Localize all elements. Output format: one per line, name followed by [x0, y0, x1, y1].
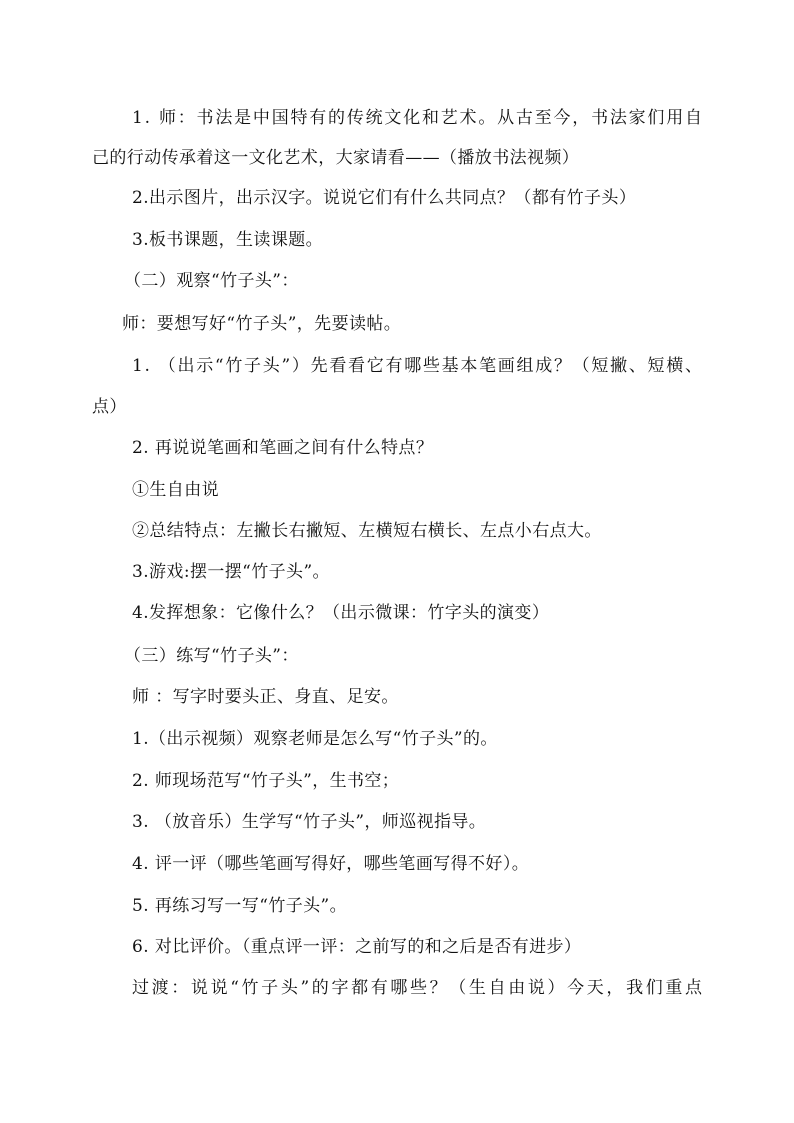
text-line-22-content: 过渡：说说“竹子头”的字都有哪些？（生自由说）今天，我们重点	[132, 978, 705, 998]
section-heading-observe: （二）观察“竹子头”：	[124, 271, 299, 291]
text-line-16: 1.（出示视频）观察老师是怎么写“竹子头”的。	[132, 729, 498, 749]
text-line-3: 2.出示图片，出示汉字。说说它们有什么共同点？（都有竹子头）	[132, 188, 637, 208]
text-line-7	[132, 355, 702, 377]
text-line-2: 己的行动传承着这一文化艺术，大家请看——（播放书法视频）	[92, 148, 580, 168]
text-line-11: ②总结特点：左撇长右撇短、左横短右横长、左点小右点大。	[132, 521, 602, 541]
section-heading-practice: （三）练写“竹子头”：	[124, 646, 299, 666]
text-line-22	[132, 977, 705, 999]
text-line-1	[132, 107, 702, 129]
text-line-17: 2. 师现场范写“竹子头”，生书空；	[132, 771, 400, 791]
text-line-12: 3.游戏:摆一摆“竹子头”。	[132, 562, 330, 582]
text-line-15: 师 ：写字时要头正、身直、足安。	[132, 687, 399, 707]
text-line-4: 3.板书课题，生读课题。	[132, 230, 324, 250]
text-line-13: 4.发挥想象：它像什么？（出示微课：竹字头的演变）	[132, 603, 550, 623]
text-line-7-content: 1. （出示“竹子头”）先看看它有哪些基本笔画组成？（短撇、短横、	[132, 356, 704, 376]
text-line-8: 点）	[92, 397, 127, 417]
text-line-10: ①生自由说	[132, 480, 219, 500]
text-line-20: 5. 再练习写一写“竹子头”。	[132, 896, 348, 916]
text-line-19: 4. 评一评（哪些笔画写得好，哪些笔画写得不好）。	[132, 854, 530, 874]
text-line-9: 2. 再说说笔画和笔画之间有什么特点？	[132, 438, 434, 458]
text-line-18: 3. （放音乐）生学写“竹子头”，师巡视指导。	[132, 812, 487, 832]
text-line-1-content: 1. 师：书法是中国特有的传统文化和艺术。从古至今，书法家们用自	[132, 108, 704, 128]
text-line-21: 6. 对比评价。（重点评一评：之前写的和之后是否有进步）	[132, 937, 582, 957]
text-line-6: 师：要想写好“竹子头”，先要读帖。	[122, 314, 402, 334]
